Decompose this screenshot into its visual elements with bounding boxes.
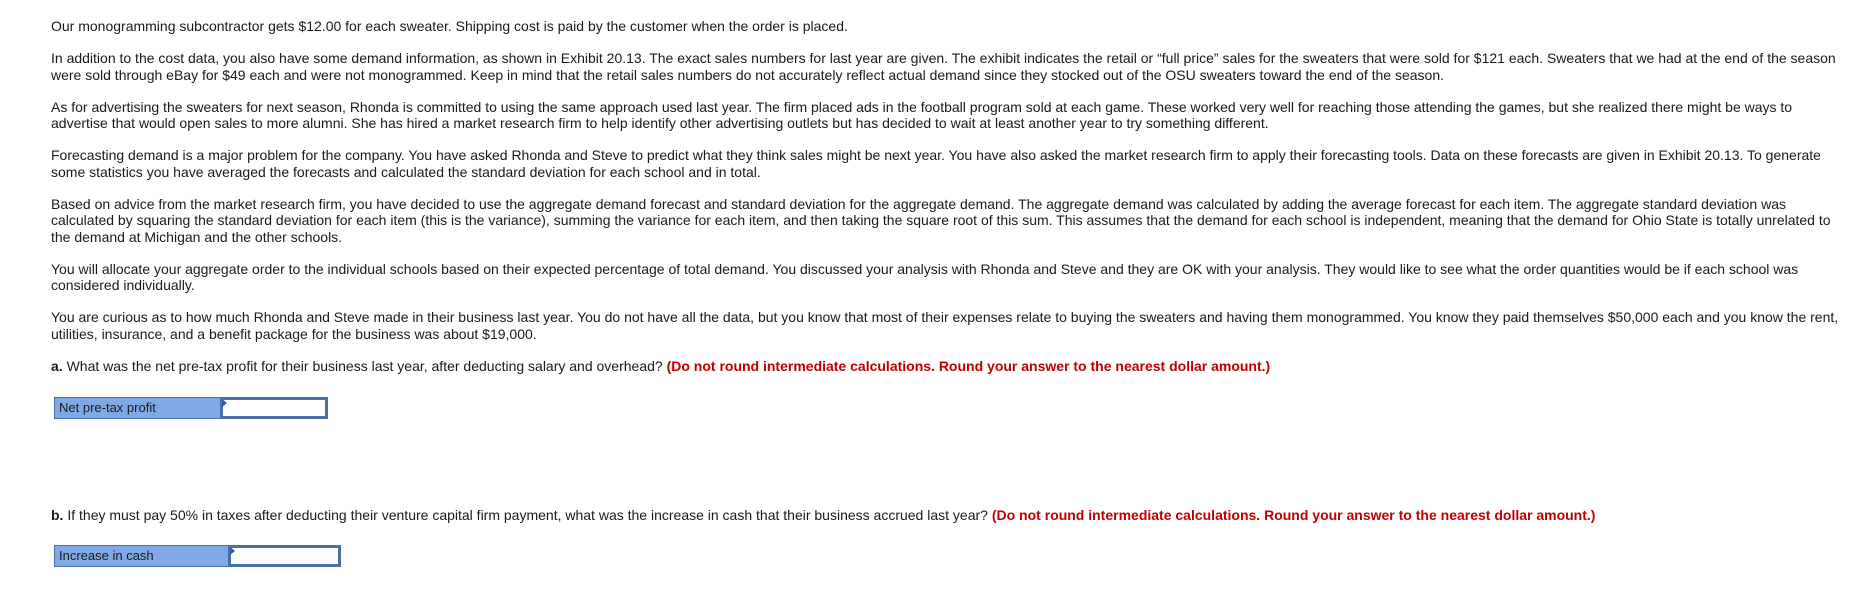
answer-row-net-pretax-profit [54,397,328,419]
paragraph-demand-info: In addition to the cost data, you also have some demand information, as shown in Exhibit 20.13. The exact sales numbers for last year are given. The exhibit indicates the retail or “full price” sales for the sweaters that were sold for $121 each. Sweaters that we had at the end of the season were sold through eBay for $49 each and were not monogrammed. Keep in mind that the retail sales numbers do not accurately reflect actual demand since they stocked out of the OSU sweaters toward the end of the season. [51,50,1836,83]
question-a [51,358,1841,375]
paragraph-allocation: You will allocate your aggregate order to the individual schools based on their expected percentage of total demand. You discussed your analysis with Rhonda and Steve and they are OK with your analysis. They would like to see what the order quantities would be if each school was considered individually. [51,260,1799,293]
question-b-letter: b. [51,507,64,523]
increase-in-cash-cell [228,546,340,566]
answer-row-increase-in-cash [54,545,341,567]
paragraph-monogramming: Our monogramming subcontractor gets $12.00 for each sweater. Shipping cost is paid by the customer when the order is placed. [51,18,848,34]
paragraph-advertising: As for advertising the sweaters for next season, Rhonda is committed to using the same approach used last year. The firm placed ads in the football program sold at each game. These worked very well for reaching those attending the games, but she realized there might be ways to advertise that would open sales to more alumni. She has hired a market research firm to help identify other advertising outlets but has decided to wait at least another year to try something different. [51,98,1793,131]
question-b [51,507,1841,524]
question-a-note: (Do not round intermediate calculations. Round your answer to the nearest dollar amount.) [666,357,1271,374]
problem-text [51,18,1841,390]
net-pretax-profit-cell [220,398,327,418]
net-pretax-profit-input[interactable] [221,398,327,418]
increase-in-cash-input[interactable] [229,546,340,566]
question-a-text: What was the net pre-tax profit for their business last year, after deducting salary and overhead? [62,357,667,374]
net-pretax-profit-label: Net pre-tax profit [55,398,220,418]
flag-icon [222,399,227,407]
flag-icon [230,547,235,555]
paragraph-forecasting: Forecasting demand is a major problem for the company. You have asked Rhonda and Steve to predict what they think sales might be next year. You have also asked the market research firm to apply their forecasting tools. Data on these forecasts are given in Exhibit 20.13. To generate some statistics you have averaged the forecasts and calculated the standard deviation for each school and in total. [51,147,1821,180]
paragraph-profit: You are curious as to how much Rhonda and Steve made in their business last year. You do not have all the data, but you know that most of their expenses relate to buying the sweaters and having them monogrammed. You know they paid themselves $50,000 each and you know the rent, utilities, insurance, and a benefit package for the business was about $19,000. [51,309,1839,342]
paragraph-aggregate: Based on advice from the market research firm, you have decided to use the aggregate demand forecast and standard deviation for the aggregate demand. The aggregate demand was calculated by adding the average forecast for each item. The aggregate standard deviation was calculated by squaring the standard deviation for each item (this is the variance), summing the variance for each item, and then taking the square root of this sum. This assumes that the demand for each school is independent, meaning that the demand for Ohio State is totally unrelated to the demand at Michigan and the other schools. [51,195,1831,245]
increase-in-cash-label: Increase in cash [55,546,228,566]
question-b-note: (Do not round intermediate calculations. Round your answer to the nearest dollar amount.) [991,507,1596,523]
question-a-letter: a. [51,357,63,374]
question-b-text: If they must pay 50% in taxes after deducting their venture capital firm payment, what was the increase in cash that their business accrued last year? [63,507,992,523]
